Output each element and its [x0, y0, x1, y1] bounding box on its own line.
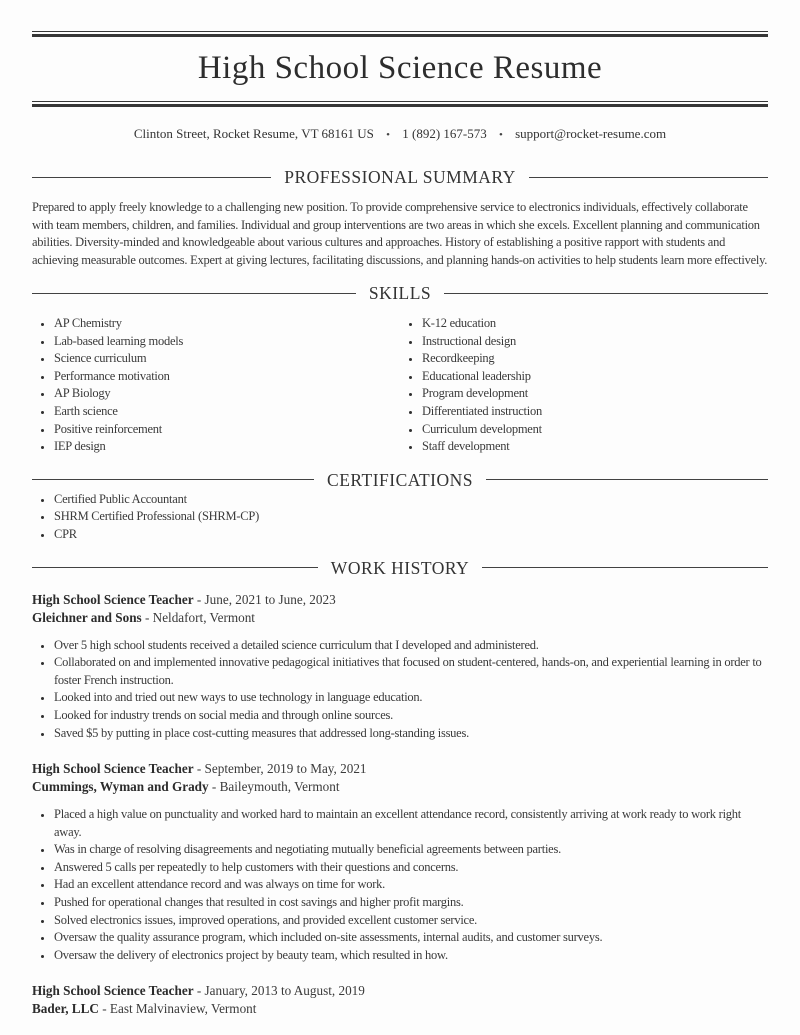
job-location: - East Malvinaview, Vermont — [102, 1001, 257, 1017]
skills-list-left — [32, 315, 400, 456]
rule-thin — [32, 31, 768, 32]
job-bullet: • Oversaw the delivery of electronics project by beauty team, which resulted in how. — [53, 947, 768, 965]
section-header-work-history — [32, 557, 768, 579]
certification-item: • SHRM Certified Professional (SHRM-CP) — [53, 508, 768, 526]
skill-item: • Science curriculum — [53, 350, 400, 368]
job-company: Cummings, Wyman and Grady — [32, 779, 209, 795]
job-bullet: • Answered 5 calls per repeatedly to help customers with their questions and concerns. — [53, 859, 768, 877]
header-rule-top — [32, 31, 768, 37]
job-dates: - June, 2021 to June, 2023 — [196, 591, 336, 607]
summary-paragraph: Prepared to apply freely knowledge to a challenging new position. To provide comprehensive service to electronics individuals, effectively collaborate with team members, children, and families. Individual and group interventions are two areas in which she excels. Excellent planning and communication abilities. Diversity-minded and knowledgeable about various cultures and approaches. History of establishing a positive rapport with students and achieving measurable outcomes. Expert at giving lectures, facilitating discussions, and planning hands-on activities to help students learn more effectively. — [32, 200, 768, 267]
skill-item: • K-12 education — [421, 315, 768, 333]
job-company-line — [32, 609, 768, 627]
skill-item: • Performance motivation — [53, 368, 400, 386]
heading-rule-left — [32, 293, 356, 294]
certifications-list — [32, 491, 768, 544]
contact-email: support@rocket-resume.com — [515, 126, 667, 141]
summary-heading: PROFESSIONAL SUMMARY — [284, 167, 516, 187]
job-bullet: • Placed a high value on punctuality and worked hard to maintain an excellent attendance record, consistently arriving at work ready to work right away. — [53, 806, 768, 841]
skill-item: • IEP design — [53, 438, 400, 456]
job-location: - Baileymouth, Vermont — [211, 779, 340, 795]
job-company-line — [32, 1000, 768, 1018]
job-entry — [32, 591, 768, 743]
job-bullet: • Was in charge of resolving disagreements and negotiating mutually beneficial agreements between parties. — [53, 841, 768, 859]
job-bullet-list — [32, 806, 768, 964]
heading-rule-left — [32, 177, 271, 178]
contact-separator: • — [386, 129, 391, 141]
contact-line — [32, 125, 768, 144]
section-header-skills — [32, 282, 768, 304]
skills-heading: SKILLS — [368, 283, 432, 303]
job-title-line — [32, 760, 768, 778]
job-bullet: • Over 5 high school students received a detailed science curriculum that I developed and administered. — [53, 637, 768, 655]
job-title: High School Science Teacher — [32, 591, 194, 607]
heading-rule-right — [444, 293, 768, 294]
header-rule-bottom — [32, 101, 768, 107]
heading-rule-right — [529, 177, 768, 178]
job-bullet: • Had an excellent attendance record and was always on time for work. — [53, 876, 768, 894]
section-header-summary — [32, 166, 768, 188]
skill-item: • Curriculum development — [421, 421, 768, 439]
job-bullet: • Looked for industry trends on social media and through online sources. — [53, 707, 768, 725]
job-bullet: • Pushed for operational changes that resulted in cost savings and higher profit margins. — [53, 894, 768, 912]
heading-rule-right — [482, 567, 768, 568]
job-dates: - September, 2019 to May, 2021 — [196, 761, 367, 777]
rule-thin — [32, 101, 768, 102]
heading-rule-left — [32, 479, 314, 480]
job-bullet-list — [32, 637, 768, 743]
skill-item: • Earth science — [53, 403, 400, 421]
job-bullet: • Oversaw the quality assurance program, which included on-site assessments, internal audits, and customer surveys. — [53, 929, 768, 947]
certification-item: • Certified Public Accountant — [53, 491, 768, 509]
skill-item: • Lab-based learning models — [53, 333, 400, 351]
certifications-heading: CERTIFICATIONS — [327, 469, 473, 490]
job-bullet: • Collaborated on and implemented innovative pedagogical initiatives that focused on student-centered, hands-on, and experiential learning in order to foster French instruction. — [53, 654, 768, 689]
skill-item: • Recordkeeping — [421, 350, 768, 368]
skill-item: • AP Biology — [53, 385, 400, 403]
section-header-certifications — [32, 469, 768, 491]
job-bullet: • Looked into and tried out new ways to use technology in language education. — [53, 689, 768, 707]
work-history-heading: WORK HISTORY — [330, 557, 470, 578]
job-title-line — [32, 591, 768, 609]
job-dates: - January, 2013 to August, 2019 — [196, 983, 365, 999]
job-entry — [32, 982, 768, 1018]
job-title: High School Science Teacher — [32, 761, 194, 777]
skills-list-right — [400, 315, 768, 456]
heading-rule-right — [486, 479, 768, 480]
job-company: Bader, LLC — [32, 1001, 99, 1017]
rule-thick — [32, 34, 768, 37]
job-title-line — [32, 982, 768, 1000]
skills-columns — [32, 315, 768, 456]
job-company-line — [32, 778, 768, 796]
job-bullet: • Solved electronics issues, improved operations, and provided excellent customer service. — [53, 912, 768, 930]
heading-rule-left — [32, 567, 318, 568]
job-company: Gleichner and Sons — [32, 609, 142, 625]
job-location: - Neldafort, Vermont — [144, 609, 255, 625]
rule-thick — [32, 104, 768, 107]
contact-address: Clinton Street, Rocket Resume, VT 68161 US — [133, 126, 374, 141]
job-title: High School Science Teacher — [32, 983, 194, 999]
page-title: High School Science Resume — [197, 50, 603, 86]
skill-item: • Educational leadership — [421, 368, 768, 386]
skill-item: • Differentiated instruction — [421, 403, 768, 421]
skill-item: • Program development — [421, 385, 768, 403]
contact-phone: 1 (892) 167-573 — [402, 126, 487, 141]
job-bullet: • Saved $5 by putting in place cost-cutting measures that addressed long-standing issues. — [53, 725, 768, 743]
contact-separator: • — [499, 129, 503, 141]
certification-item: • CPR — [53, 526, 768, 544]
skill-item: • Instructional design — [421, 333, 768, 351]
skill-item: • AP Chemistry — [53, 315, 400, 333]
job-entry — [32, 760, 768, 964]
skill-item: • Staff development — [421, 438, 768, 456]
skill-item: • Positive reinforcement — [53, 421, 400, 439]
